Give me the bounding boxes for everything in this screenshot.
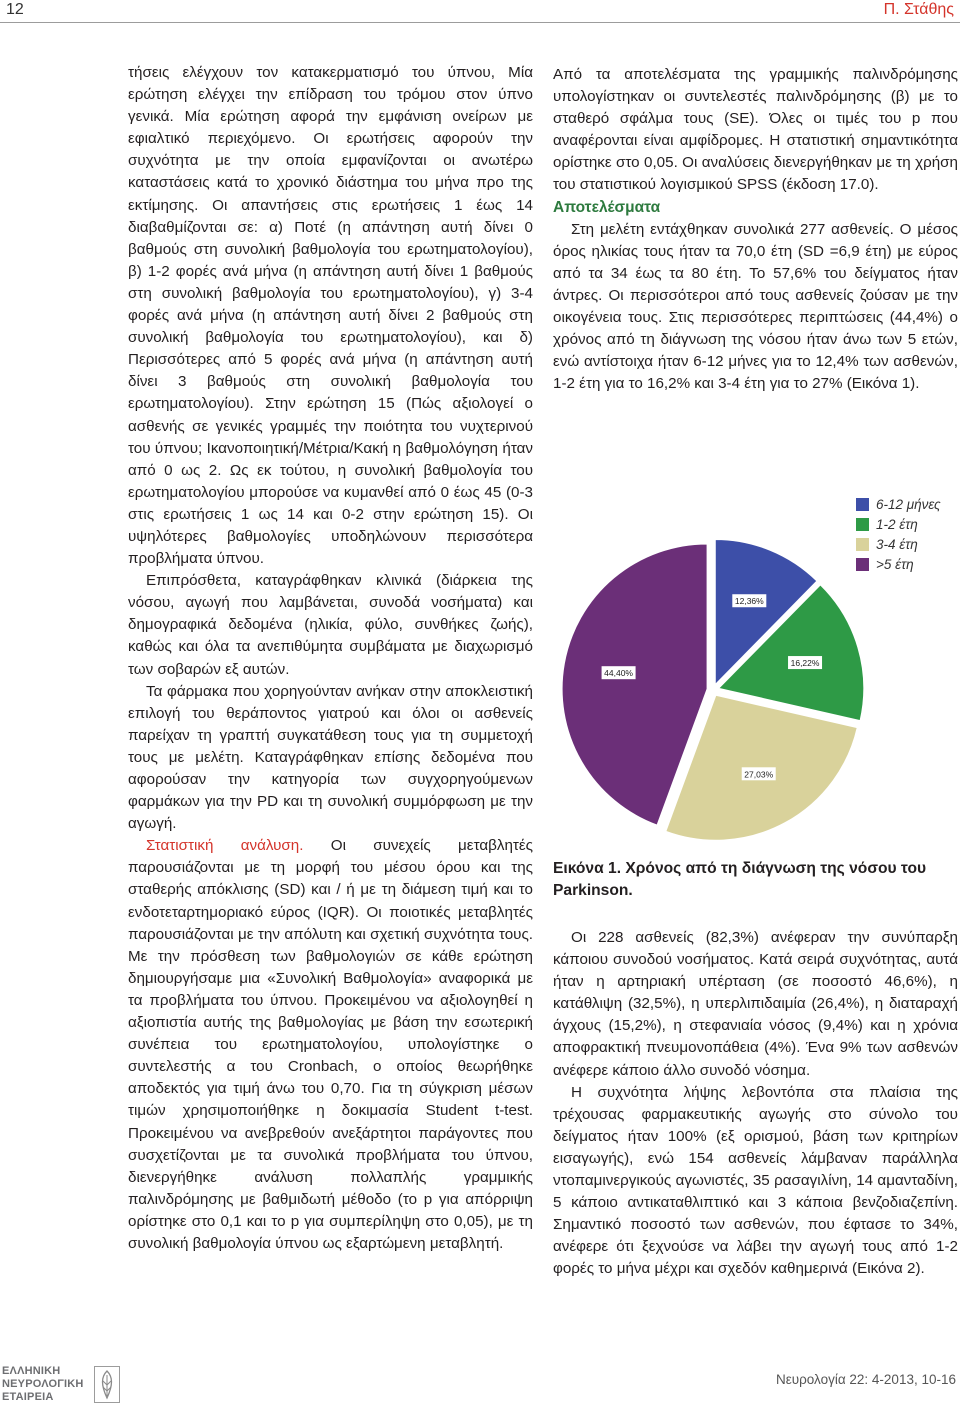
paragraph-statistics xyxy=(128,835,533,1255)
pie-chart xyxy=(553,490,958,850)
figure-caption: Εικόνα 1. Χρόνος από τη διάγνωση της νόσου του Parkinson. xyxy=(553,860,927,899)
society-name-line1: ΕΛΛΗΝΙΚΗ xyxy=(2,1365,61,1377)
society-name-line2: ΝΕΥΡΟΛΟΓΙΚΗ xyxy=(2,1378,84,1390)
results-heading: Αποτελέσματα xyxy=(553,198,661,216)
paragraph-comorbidities: Οι 228 ασθενείς (82,3%) ανέφεραν την συνύπαρξη κάποιου συνοδού νοσήματος. Κατά σειρά συχνότητας, αυτά ήταν η αρτηριακή υπέρταση (σε ποσοστό 46,6%), η κατάθλιψη (32,5%), η υπερλιπιδαιμία (26,4%), η διαταραχή άγχους (15,2%), η στεφανιαία νόσος (9,4%) και η χρόνια αποφρακτική πνευμονοπάθεια (4%). Ένα 9% των ασθενών ανέφερε κάποιο άλλο συνοδό νόσημα. xyxy=(553,929,958,1079)
right-column-top xyxy=(553,64,958,395)
paragraph-regression: Από τα αποτελέσματα της γραμμικής παλινδρόμησης υπολογίστηκαν οι συντελεστές παλινδρόμησης (β) με το σταθερό σφάλμα τους (SE). Όλες οι τιμές του p που αναφέρονται είναι αμφίδρομες. Η στατιστική σημαντικότητα ορίστηκε στο 0,05. Οι αναλύσεις διενεργήθηκαν με τη χρήση του στατιστικού λογισμικού SPSS (έκδοση 17.0). xyxy=(553,66,958,194)
slice-label-1: 12,36% xyxy=(734,596,764,607)
slice-label-4: 44,40% xyxy=(604,668,634,679)
page-header xyxy=(0,0,960,23)
left-column xyxy=(128,62,533,1255)
legend-label-2: 1-2 έτη xyxy=(876,517,918,532)
page-number: 12 xyxy=(6,1,24,18)
paragraph-clinical-data: Επιπρόσθετα, καταγράφθηκαν κλινικά (διάρκεια της νόσου, αγωγή που λαμβάνεται, συνοδά νοσήματα) και δημογραφικά δεδομένα (ηλικία, φύλο, συνθήκες ζωής), καθώς και όλα τα ανεπιθύμητα συμβάματα με διαχωρισμό των σοβαρών εξ αυτών. xyxy=(128,572,533,678)
society-name-line3: ΕΤΑΙΡΕΙΑ xyxy=(2,1391,54,1403)
journal-citation: Νευρολογία 22: 4-2013, 10-16 xyxy=(775,1372,956,1387)
legend-label-4: >5 έτη xyxy=(876,557,914,572)
pie-chart-figure xyxy=(553,490,958,850)
statistics-text: Οι συνεχείς μεταβλητές παρουσιάζονται με τη μορφή του μέσου όρου και της σταθερής απόκλισης (SD) και / ή με τη διάμεση τιμή και το ενδοτεταρτημοριακό εύρος (IQR). Οι ποιοτικές μεταβλητές παρουσιάζονται με την απόλυτη και σχετική συχνότητα τους. Με την πρόσθεση των βαθμολογιών σε κάθε ερώτηση δημιουργήσαμε μια «Συνολική Βαθμολογία» αναφορικά με τα προβλήματα του ύπνου. Προκειμένου να αξιολογηθεί η αξιοπιστία αυτής της βαθμολογίας με βάση την εσωτερική συνέπεια του ερωτηματολογίου, υπολογίστηκε ο συντελεστής α του Cronbach, ο οποίος θεωρήθηκε αποδεκτός για τιμή άνω του 0,70. Για τη σύγκριση μέσων τιμών χρησιμοποιήθηκε η δοκιμασία Student t-test. Προκειμένου να ανεβρεθούν ανεξάρτητοι παράγοντες που συσχετίζονται με τα συνολικά προβλήματα του ύπνου, διενεργήθηκε ανάλυση πολλαπλής γραμμικής παλινδρόμησης με βαθμιδωτή μέθοδο (το p για απόρριψη ορίστηκε στο 0,1 και το p για συμπερίληψη στο 0,05), με τη συνολική βαθμολογία ύπνου ως εξαρτώμενη μεταβλητή. xyxy=(128,837,533,1252)
legend-label-1: 6-12 μήνες xyxy=(876,497,941,512)
legend-swatch-3 xyxy=(856,538,869,551)
society-logo xyxy=(2,1365,122,1405)
paragraph-questionnaire-scoring: τήσεις ελέγχουν τον κατακερματισμό του ύπνου, Μία ερώτηση ελέγχει την επίδραση του τρόμου στον ύπνο γενικά. Μία ερώτηση αφορά την εμφάνιση ονείρων με εφιαλτικό περιεχόμενο. Οι ερωτήσεις αφορούν την συχνότητα με την οποία εμφανίζονται οι ανωτέρω καταστάσεις κατά το χρονικό διάστημα του μήνα προ της εκτίμησης. Οι απαντήσεις στις ερωτήσεις 1 έως 14 διαβαθμίζονται σε: α) Ποτέ (η απάντηση αυτή δίνει 0 βαθμούς στη συνολική βαθμολογία του ερωτηματολογίου), β) 1-2 φορές ανά μήνα (η απάντηση αυτή δίνει 1 βαθμούς στη συνολική βαθμολογία του ερωτηματολογίου), γ) 3-4 φορές ανά μήνα (η απάντηση αυτή δίνει 2 βαθμούς στη συνολική βαθμολογία του ερωτηματολογίου), και δ) Περισσότερες από 5 φορές ανά μήνα (η απάντηση αυτή δίνει 3 βαθμούς στη συνολική βαθμολογία του ερωτηματολογίου). Στην ερώτηση 15 (Πώς αξιολογεί ο ασθενής σε γενικές γραμμές την ποιότητα του νυχτερινού του ύπνου; Ικανοποιητική/Μέτρια/Κακή η βαθμολόγηση ήταν από 0 ως 2. Ως εκ τούτου, η συνολική βαθμολογία του ερωτηματολογίου μπορούσε να κυμανθεί από 0 έως 45 (0-3 στις ερωτήσεις 1 ως 14 και 0-2 στην ερώτηση 15). Οι υψηλότερες βαθμολογίες υποδηλώνουν περισσότερα προβλήματα ύπνου. xyxy=(128,64,533,568)
slice-label-2: 16,22% xyxy=(790,658,820,669)
legend-label-3: 3-4 έτη xyxy=(876,537,918,552)
slice-label-3: 27,03% xyxy=(744,769,774,780)
statistics-lead: Στατιστική ανάλυση. xyxy=(146,837,304,855)
running-head-author: Π. Στάθης xyxy=(883,1,954,18)
legend-swatch-1 xyxy=(856,498,869,511)
society-emblem-icon xyxy=(94,1366,120,1403)
paragraph-results: Στη μελέτη εντάχθηκαν συνολικά 277 ασθενείς. Ο μέσος όρος ηλικίας τους ήταν τα 70,0 έτη (SD =6,9 έτη) με εύρος από τα 34 έως τα 80 έτη. Το 57,6% του δείγματος ήταν άντρες. Οι περισσότεροι από τους ασθενείς ζούσαν με την οικογένεια τους. Στις περισσότερες περιπτώσεις (44,4%) ο χρόνος από τη διάγνωση της νόσου ήταν άνω των 5 ετών, ενώ αντίστοιχα ήταν 6-12 μήνες για το 12,4% των ασθενών, 1-2 έτη για το 16,2% και 3-4 έτη για το 27% (Εικόνα 1). xyxy=(553,220,958,393)
paragraph-levodopa: Η συχνότητα λήψης λεβοντόπα στα πλαίσια της τρέχουσας φαρμακευτικής αγωγής στο σύνολο του δείγματος ήταν 100% (εξ ορισμού, βάση των κριτηρίων εισαγωγής), ενώ 154 ασθενείς λάμβαναν παράλληλα ντοπαμινεργικούς αγωνιστές, 35 ρασαγιλίνη, 14 αμανταδίνη, 5 κάποιο αντικαταθλιπτικό και 3 κάποια βενζοδιαζεπίνη. Σημαντικό ποσοστό των ασθενών, που έφτασε το 34%, ανέφερε ότι ξεχνούσε να λάβει την αγωγή τους από 1-2 φορές το μήνα μέχρι και σχεδόν καθημερινά (Εικόνα 2). xyxy=(553,1083,958,1278)
legend-swatch-2 xyxy=(856,518,869,531)
right-column-bottom xyxy=(553,927,958,1281)
legend-swatch-4 xyxy=(856,558,869,571)
paragraph-medication: Τα φάρμακα που χορηγούνταν ανήκαν στην αποκλειστική επιλογή του θεράποντος γιατρού και όλοι οι ασθενείς παρείχαν τη γραπτή συγκατάθεση τους για τη συμμετοχή τους με μελέτη. Καταγράφθηκαν επίσης δεδομένα που αφορούσαν την κατηγορία των συγχορηγούμενων φαρμάκων για την PD και τη συνολική συμμόρφωση με την αγωγή. xyxy=(128,682,533,833)
